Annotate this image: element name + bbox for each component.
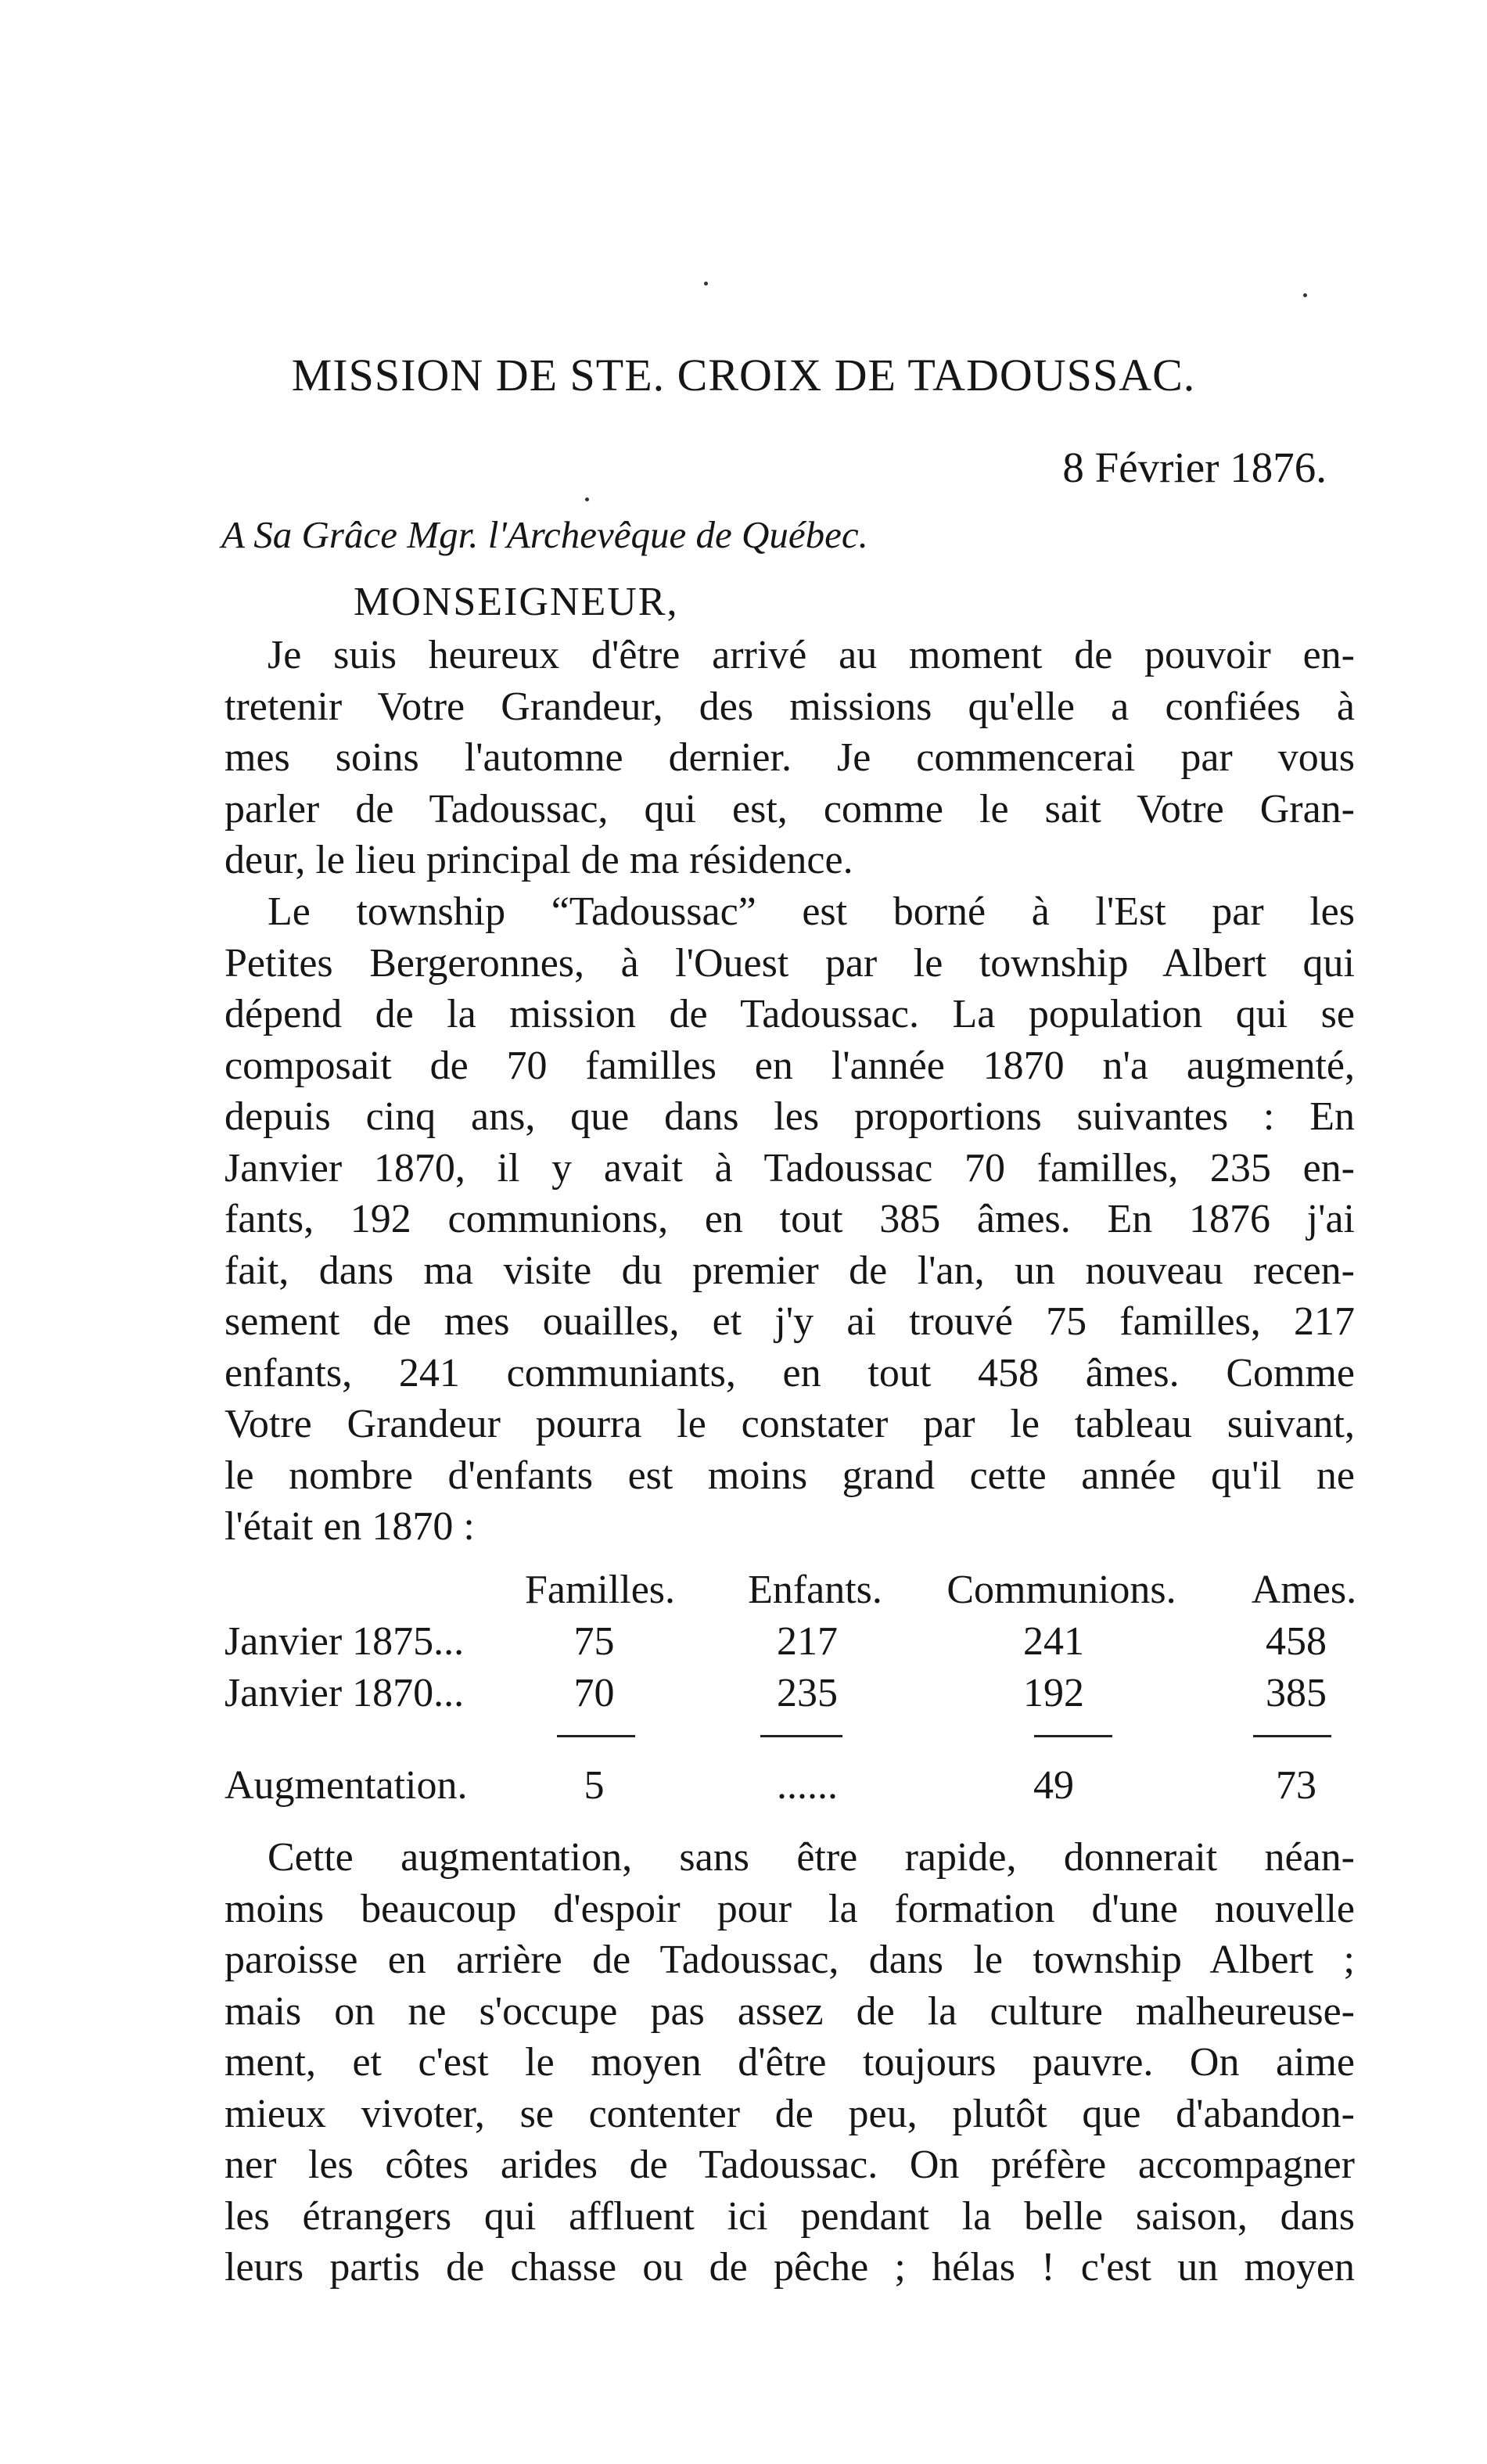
text-line: enfants, 241 communiants, en tout 458 âmes. Comme (224, 1350, 1355, 1395)
row-label: Janvier 1875... (224, 1619, 465, 1664)
text-line: Le township “Tadoussac” est borné à l'Est par les (268, 889, 1355, 934)
text-line: tretenir Votre Grandeur, des missions qu'elle a confiées à (224, 684, 1355, 729)
table-cell: 241 (1023, 1619, 1084, 1664)
column-header-communions: Communions. (946, 1568, 1176, 1612)
text-line: Cette augmentation, sans être rapide, donnerait néan- (268, 1835, 1355, 1880)
table-row (224, 1668, 1355, 1719)
letter-salutation: MONSEIGNEUR, (354, 580, 679, 624)
table-cell: 192 (1023, 1671, 1084, 1715)
table-cell: 49 (1033, 1763, 1074, 1808)
text-line: les étrangers qui affluent ici pendant la belle saison, dans (224, 2193, 1355, 2239)
text-line: mieux vivoter, se contenter de peu, plutôt que d'abandon- (224, 2091, 1355, 2136)
print-speck (585, 497, 589, 501)
column-header-enfants: Enfants. (748, 1568, 882, 1612)
census-table (224, 1564, 1355, 1812)
sum-rule-row (224, 1719, 1355, 1760)
text-line: le nombre d'enfants est moins grand cette année qu'il ne (224, 1453, 1355, 1498)
text-line: paroisse en arrière de Tadoussac, dans le township Albert ; (224, 1938, 1355, 1982)
sum-rule (760, 1735, 842, 1737)
text-line: depuis cinq ans, que dans les proportions suivantes : En (224, 1094, 1355, 1139)
table-cell: 5 (584, 1763, 605, 1808)
table-total-row (224, 1760, 1355, 1812)
table-cell: 73 (1276, 1763, 1316, 1808)
table-cell: ...... (777, 1763, 838, 1808)
row-label: Augmentation. (224, 1763, 468, 1808)
text-line: Je suis heureux d'être arrivé au moment de pouvoir en- (268, 633, 1355, 677)
text-line: l'était en 1870 : (224, 1504, 475, 1549)
text-line: Votre Grandeur pourra le constater par le tableau suivant, (224, 1402, 1355, 1446)
table-cell: 385 (1266, 1671, 1327, 1715)
paragraph-township (224, 886, 1355, 1553)
text-line: fait, dans ma visite du premier de l'an, un nouveau recen- (224, 1248, 1355, 1293)
text-line: sement de mes ouailles, et j'y ai trouvé 75 familles, 217 (224, 1299, 1355, 1344)
text-line: leurs partis de chasse ou de pêche ; hélas ! c'est un moyen (224, 2245, 1355, 2290)
paragraph-intro (224, 630, 1355, 886)
text-line: moins beaucoup d'espoir pour la formation d'une nouvelle (224, 1886, 1355, 1931)
letter-addressee: A Sa Grâce Mgr. l'Archevêque de Québec. (221, 513, 868, 556)
text-line: ment, et c'est le moyen d'être toujours pauvre. On aime (224, 2040, 1355, 2085)
row-label: Janvier 1870... (224, 1671, 465, 1715)
print-speck (704, 282, 708, 286)
sum-rule (1253, 1735, 1331, 1737)
text-line: Petites Bergeronnes, à l'Ouest par le township Albert qui (224, 940, 1355, 986)
text-line: deur, le lieu principal de ma résidence. (224, 838, 853, 882)
text-line: parler de Tadoussac, qui est, comme le sait Votre Gran- (224, 786, 1355, 832)
document-title: MISSION DE STE. CROIX DE TADOUSSAC. (291, 350, 1196, 400)
paragraph-augmentation (224, 1832, 1355, 2293)
column-header-ames: Ames. (1251, 1568, 1357, 1612)
column-header-familles: Familles. (524, 1568, 676, 1612)
text-line: mes soins l'automne dernier. Je commencerai par vous (224, 735, 1355, 780)
text-line: fants, 192 communions, en tout 385 âmes. En 1876 j'ai (224, 1197, 1355, 1241)
print-speck (1303, 293, 1307, 297)
table-cell: 75 (573, 1619, 615, 1664)
sum-rule (557, 1735, 635, 1737)
text-line: mais on ne s'occupe pas assez de la culture malheureuse- (224, 1988, 1355, 2034)
table-header-row (224, 1564, 1355, 1616)
table-row (224, 1616, 1355, 1668)
text-line: Janvier 1870, il y avait à Tadoussac 70 familles, 235 en- (224, 1145, 1355, 1191)
table-cell: 217 (777, 1619, 838, 1664)
sum-rule (1034, 1735, 1112, 1737)
table-cell: 235 (777, 1671, 838, 1715)
table-cell: 458 (1266, 1619, 1327, 1664)
text-line: composait de 70 familles en l'année 1870 n'a augmenté, (224, 1043, 1355, 1088)
text-line: dépend de la mission de Tadoussac. La population qui se (224, 992, 1355, 1036)
table-cell: 70 (573, 1671, 615, 1715)
text-line: ner les côtes arides de Tadoussac. On préfère accompagner (224, 2143, 1355, 2187)
letter-date: 8 Février 1876. (1062, 444, 1327, 491)
